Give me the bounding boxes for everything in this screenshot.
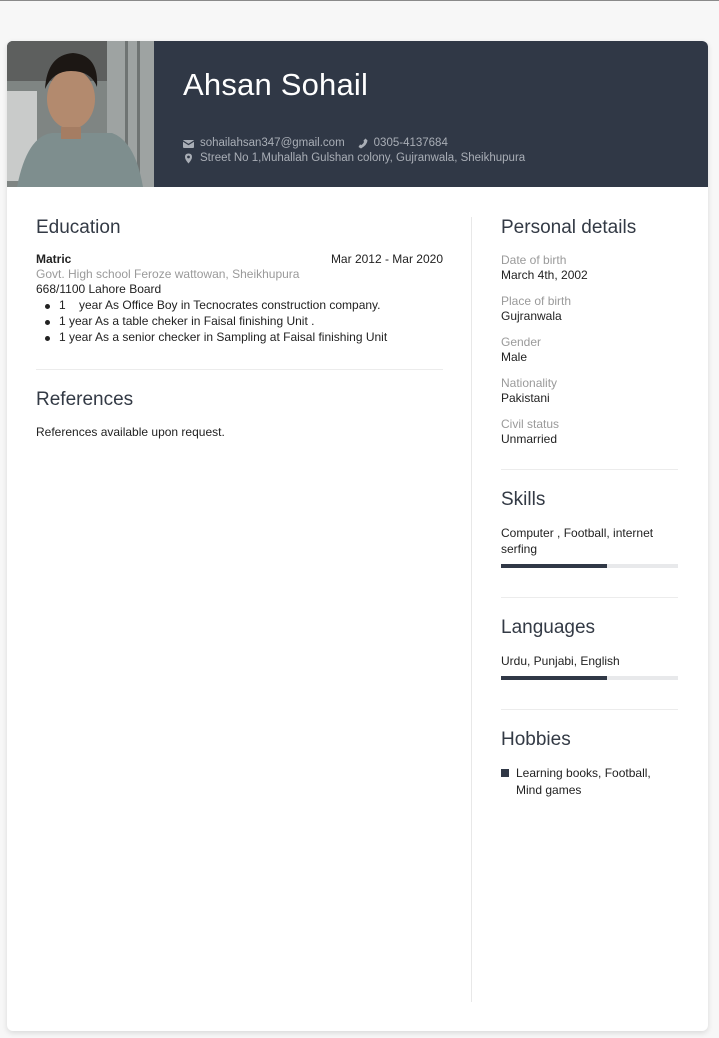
section-divider — [501, 709, 678, 710]
resume-header — [7, 41, 708, 187]
skills-text: Computer , Football, internet serfing — [501, 526, 654, 556]
personal-details-section — [501, 217, 678, 446]
education-heading: Education — [36, 217, 121, 238]
detail-label: Date of birth — [501, 253, 567, 267]
languages-text: Urdu, Punjabi, English — [501, 654, 620, 668]
language-level-fill — [501, 676, 607, 680]
experience-list — [36, 297, 443, 345]
phone-icon — [357, 138, 368, 149]
education-entry-header — [36, 252, 443, 266]
section-divider — [501, 469, 678, 470]
detail-date-of-birth — [501, 253, 678, 282]
exam-result: 668/1100 Lahore Board — [36, 282, 162, 296]
list-item: 1 year As Office Boy in Tecnocrates construction company. — [36, 297, 443, 313]
profile-photo — [7, 41, 154, 187]
detail-value: Male — [501, 350, 528, 364]
languages-section — [501, 617, 678, 680]
detail-value: Gujranwala — [501, 309, 562, 323]
list-item: 1 year As a senior checker in Sampling at Faisal finishing Unit — [36, 329, 443, 345]
main-column — [36, 217, 443, 439]
map-marker-icon — [183, 153, 194, 164]
languages-heading: Languages — [501, 617, 596, 638]
envelope-icon — [183, 138, 194, 149]
sidebar-column — [501, 217, 678, 799]
column-divider — [471, 217, 472, 1002]
references-text: References available upon request. — [36, 425, 225, 439]
degree-dates: Mar 2012 - Mar 2020 — [330, 252, 443, 266]
phone-number[interactable]: 0305-4137684 — [373, 137, 448, 149]
resume-card — [7, 41, 708, 1031]
skill-level-fill — [501, 564, 607, 568]
degree-title: Matric — [36, 252, 72, 266]
references-heading: References — [36, 389, 134, 410]
detail-label: Civil status — [501, 417, 560, 431]
hobbies-heading: Hobbies — [501, 729, 571, 750]
list-item: 1 year As a table cheker in Faisal finishing Unit . — [36, 313, 443, 329]
section-divider — [36, 369, 443, 370]
detail-gender — [501, 335, 678, 364]
hobby-item — [501, 765, 678, 799]
education-section — [36, 217, 443, 345]
contact-row-address — [183, 152, 525, 164]
detail-place-of-birth — [501, 294, 678, 323]
hobbies-section — [501, 729, 678, 799]
email-link[interactable]: sohailahsan347@gmail.com — [200, 137, 345, 149]
square-bullet-icon — [501, 769, 509, 777]
section-divider — [501, 597, 678, 598]
detail-value: March 4th, 2002 — [501, 268, 588, 282]
contact-row-primary — [183, 137, 448, 149]
detail-label: Nationality — [501, 376, 558, 390]
detail-label: Gender — [501, 335, 542, 349]
skills-heading: Skills — [501, 489, 546, 510]
personal-details-heading: Personal details — [501, 217, 637, 238]
language-level-bar — [501, 676, 678, 680]
detail-label: Place of birth — [501, 294, 572, 308]
candidate-name: Ahsan Sohail — [183, 67, 369, 102]
school-name: Govt. High school Feroze wattowan, Sheikhupura — [36, 267, 300, 281]
references-section — [36, 389, 443, 439]
detail-civil-status — [501, 417, 678, 446]
hobby-text: Learning books, Football, Mind games — [516, 766, 651, 797]
address-text: Street No 1,Muhallah Gulshan colony, Gujranwala, Sheikhupura — [200, 152, 526, 164]
skill-level-bar — [501, 564, 678, 568]
skills-section — [501, 489, 678, 568]
top-border — [0, 0, 719, 1]
detail-value: Pakistani — [501, 391, 550, 405]
detail-value: Unmarried — [501, 432, 558, 446]
detail-nationality — [501, 376, 678, 405]
